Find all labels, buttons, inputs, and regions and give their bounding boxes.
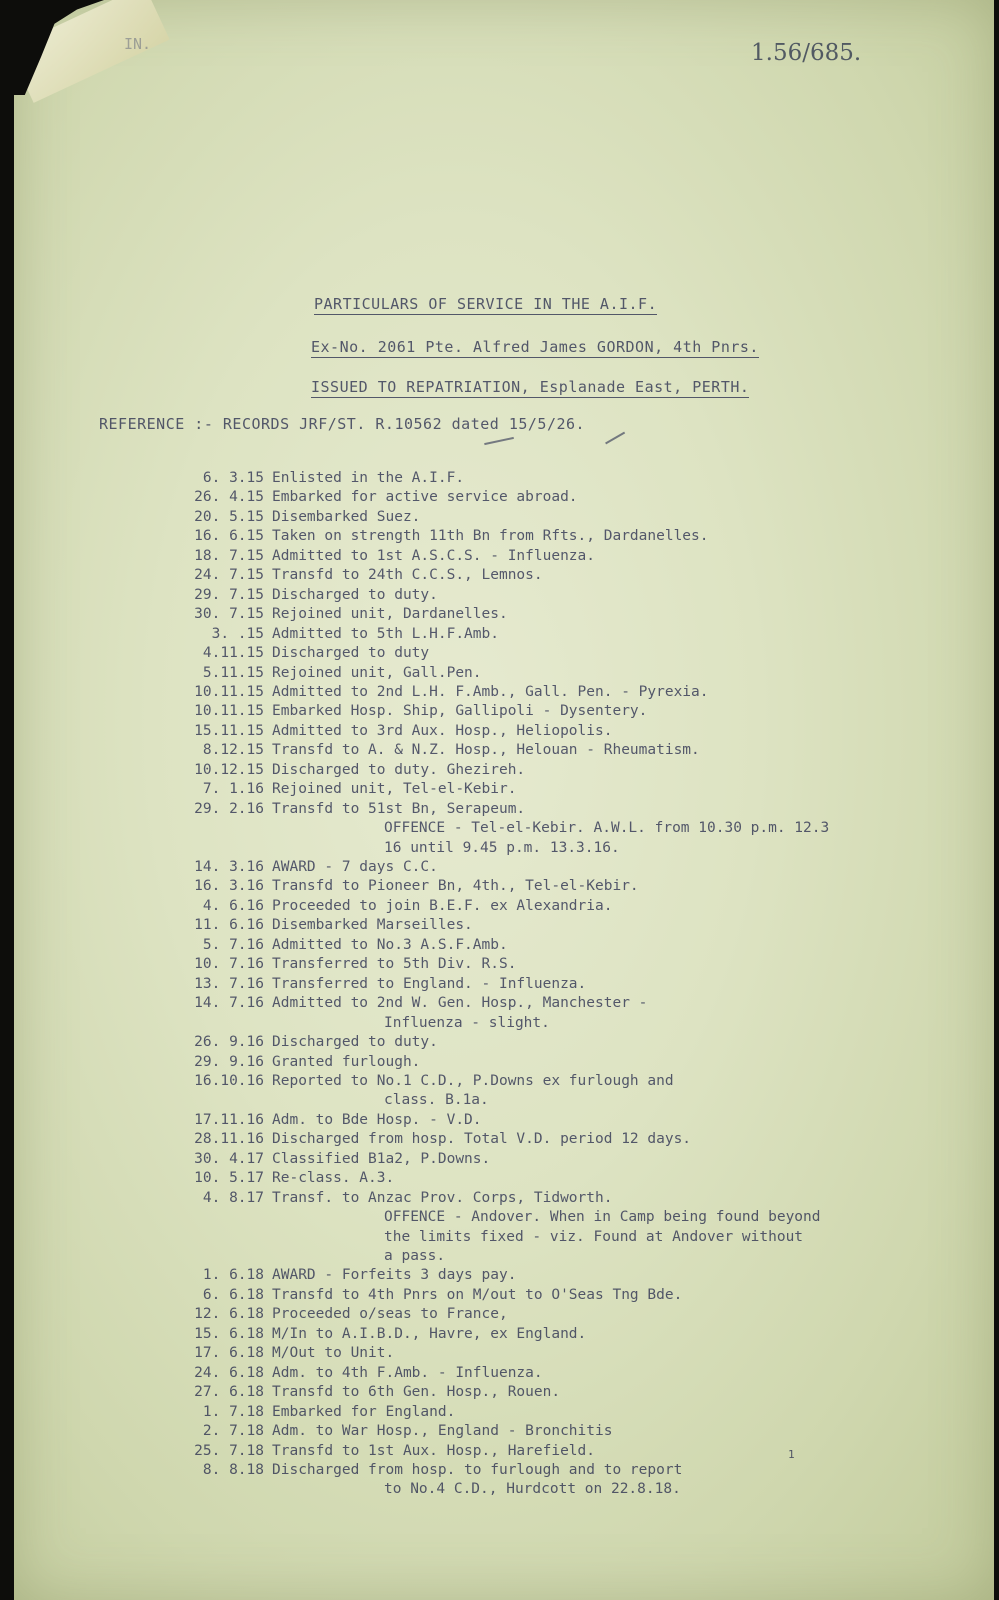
entry-text: a pass. <box>384 1248 446 1264</box>
entry-date: 16. 6.15 <box>194 528 264 545</box>
entry-text: Discharged to duty. <box>272 586 438 603</box>
entry-text: Admitted to 3rd Aux. Hosp., Heliopolis. <box>272 722 613 739</box>
entry-text: Transfd to 51st Bn, Serapeum. <box>272 800 526 817</box>
entry-text: Taken on strength 11th Bn from Rfts., Dardanelles. <box>272 528 709 545</box>
margin-mark: 1 <box>788 1448 795 1461</box>
entry-date: 7. 1.16 <box>202 781 264 798</box>
entry-text: Disembarked Marseilles. <box>272 917 473 934</box>
entry-date: 5.11.15 <box>202 664 264 681</box>
entry-date: 27. 6.18 <box>194 1384 264 1401</box>
entry-text: Transf. to Anzac Prov. Corps, Tidworth. <box>272 1189 613 1206</box>
entry-text: Embarked for active service abroad. <box>272 489 578 506</box>
entry-date: 10.12.15 <box>194 761 264 778</box>
entry-date: 15.11.15 <box>194 722 264 739</box>
entry-text: M/In to A.I.B.D., Havre, ex England. <box>272 1325 587 1342</box>
entry-date: 10.11.15 <box>194 683 264 700</box>
issued-to-line: ISSUED TO REPATRIATION, Esplanade East, PERTH. <box>311 378 750 396</box>
entry-date: 16. 3.16 <box>194 878 264 895</box>
entry-text: 16 until 9.45 p.m. 13.3.16. <box>384 839 620 856</box>
entry-date: 24. 7.15 <box>194 567 264 584</box>
entry-date: 12. 6.18 <box>194 1306 264 1323</box>
entry-date: 6. 3.15 <box>202 470 264 486</box>
entry-text: Admitted to 2nd W. Gen. Hosp., Manchester - <box>272 995 648 1012</box>
entry-text: Proceeded o/seas to France, <box>272 1306 508 1323</box>
entry-text: Admitted to 1st A.S.C.S. - Influenza. <box>272 547 596 564</box>
file-reference: 1.56/685. <box>751 40 862 66</box>
entry-text: Proceeded to join B.E.F. ex Alexandria. <box>272 897 613 914</box>
check-mark <box>484 437 514 445</box>
entry-text: Admitted to 5th L.H.F.Amb. <box>272 625 499 642</box>
entry-text: Admitted to No.3 A.S.F.Amb. <box>272 936 508 953</box>
entry-date: 4. 8.17 <box>202 1189 264 1206</box>
entry-text: Adm. to 4th F.Amb. - Influenza. <box>272 1364 543 1381</box>
entry-date: 8. 8.18 <box>202 1461 264 1478</box>
entry-text: Rejoined unit, Tel-el-Kebir. <box>272 781 517 798</box>
entry-text: OFFENCE - Tel-el-Kebir. A.W.L. from 10.30 p.m. 12.3 <box>384 820 830 837</box>
check-mark <box>605 432 625 444</box>
entry-text: Discharged to duty <box>272 645 430 662</box>
entry-text: Transfd to 1st Aux. Hosp., Harefield. <box>272 1442 596 1459</box>
entry-text: AWARD - 7 days C.C. <box>272 859 438 875</box>
entry-text: Transferred to 5th Div. R.S. <box>272 956 517 973</box>
entry-text: OFFENCE - Andover. When in Camp being found beyond <box>384 1209 821 1226</box>
entry-date: 29. 9.16 <box>194 1053 264 1070</box>
entry-date: 4.11.15 <box>202 645 264 662</box>
entry-text: Influenza - slight. <box>384 1014 550 1031</box>
entry-text: Transfd to Pioneer Bn, 4th., Tel-el-Kebir. <box>272 878 639 895</box>
entry-text: Enlisted in the A.I.F. <box>272 470 465 486</box>
entry-date: 11. 6.16 <box>194 917 264 934</box>
entry-text: AWARD - Forfeits 3 days pay. <box>272 1267 517 1284</box>
entry-date: 4. 6.16 <box>202 897 264 914</box>
entry-date: 18. 7.15 <box>194 547 264 564</box>
entry-text: class. B.1a. <box>384 1092 489 1109</box>
entry-text: Adm. to Bde Hosp. - V.D. <box>272 1111 482 1128</box>
entry-text: M/Out to Unit. <box>272 1345 395 1362</box>
entry-text: Classified B1a2, P.Downs. <box>272 1150 491 1167</box>
entry-text: Rejoined unit, Gall.Pen. <box>272 664 482 681</box>
entry-text: Reported to No.1 C.D., P.Downs ex furlough and <box>272 1072 674 1089</box>
entry-date: 24. 6.18 <box>194 1364 264 1381</box>
entry-date: 29. 7.15 <box>194 586 264 603</box>
entry-text: Re-class. A.3. <box>272 1170 395 1187</box>
reference-line: REFERENCE :- RECORDS JRF/ST. R.10562 dated 15/5/26. <box>99 415 586 433</box>
entry-text: Discharged from hosp. to furlough and to report <box>272 1461 683 1478</box>
entry-text: Admitted to 2nd L.H. F.Amb., Gall. Pen. - Pyrexia. <box>272 683 709 700</box>
entry-text: Embarked Hosp. Ship, Gallipoli - Dysentery. <box>272 703 648 720</box>
top-left-mark: IN. <box>124 35 152 53</box>
entry-date: 5. 7.16 <box>202 936 264 953</box>
entry-text: the limits fixed - viz. Found at Andover without <box>384 1228 804 1245</box>
entry-text: Discharged to duty. Ghezireh. <box>272 761 526 778</box>
entry-text: Transfd to 6th Gen. Hosp., Rouen. <box>272 1384 561 1401</box>
entry-date: 26. 9.16 <box>194 1034 264 1051</box>
entry-date: 15. 6.18 <box>194 1325 264 1342</box>
entry-text: Disembarked Suez. <box>272 508 421 525</box>
entry-text: Granted furlough. <box>272 1053 421 1070</box>
subject-line: Ex-No. 2061 Pte. Alfred James GORDON, 4th Pnrs. <box>311 338 759 356</box>
entry-date: 6. 6.18 <box>202 1286 264 1303</box>
entry-date: 28.11.16 <box>194 1131 264 1148</box>
entry-text: Adm. to War Hosp., England - Bronchitis <box>272 1423 613 1440</box>
entry-text: Transfd to A. & N.Z. Hosp., Helouan - Rheumatism. <box>272 742 700 759</box>
entry-date: 20. 5.15 <box>194 508 264 525</box>
entry-date: 3. .15 <box>211 625 264 642</box>
entry-date: 17. 6.18 <box>194 1345 264 1362</box>
entry-date: 30. 4.17 <box>194 1150 264 1167</box>
entry-date: 13. 7.16 <box>194 975 264 992</box>
document-title: PARTICULARS OF SERVICE IN THE A.I.F. <box>314 295 658 313</box>
entry-date: 2. 7.18 <box>202 1423 264 1440</box>
entry-date: 10. 7.16 <box>194 956 264 973</box>
entry-text: Rejoined unit, Dardanelles. <box>272 606 508 623</box>
entry-date: 25. 7.18 <box>194 1442 264 1459</box>
entry-date: 14. 7.16 <box>194 995 264 1012</box>
entry-date: 16.10.16 <box>194 1072 264 1089</box>
document-page <box>14 0 994 1600</box>
entry-date: 26. 4.15 <box>194 489 264 506</box>
entry-date: 1. 6.18 <box>202 1267 264 1284</box>
entry-text: Discharged to duty. <box>272 1034 438 1051</box>
entry-date: 17.11.16 <box>194 1111 264 1128</box>
entry-text: Transferred to England. - Influenza. <box>272 975 587 992</box>
entry-text: to No.4 C.D., Hurdcott on 22.8.18. <box>384 1481 681 1498</box>
entry-date: 30. 7.15 <box>194 606 264 623</box>
entry-text: Transfd to 24th C.C.S., Lemnos. <box>272 567 543 584</box>
entry-text: Embarked for England. <box>272 1403 456 1420</box>
entry-date: 8.12.15 <box>202 742 264 759</box>
entry-date: 10. 5.17 <box>194 1170 264 1187</box>
entry-text: Transfd to 4th Pnrs on M/out to O'Seas Tng Bde. <box>272 1286 683 1303</box>
entry-date: 10.11.15 <box>194 703 264 720</box>
entry-text: Discharged from hosp. Total V.D. period 12 days. <box>272 1131 692 1148</box>
entry-date: 29. 2.16 <box>194 800 264 817</box>
entry-date: 14. 3.16 <box>194 859 264 875</box>
entry-date: 1. 7.18 <box>202 1403 264 1420</box>
